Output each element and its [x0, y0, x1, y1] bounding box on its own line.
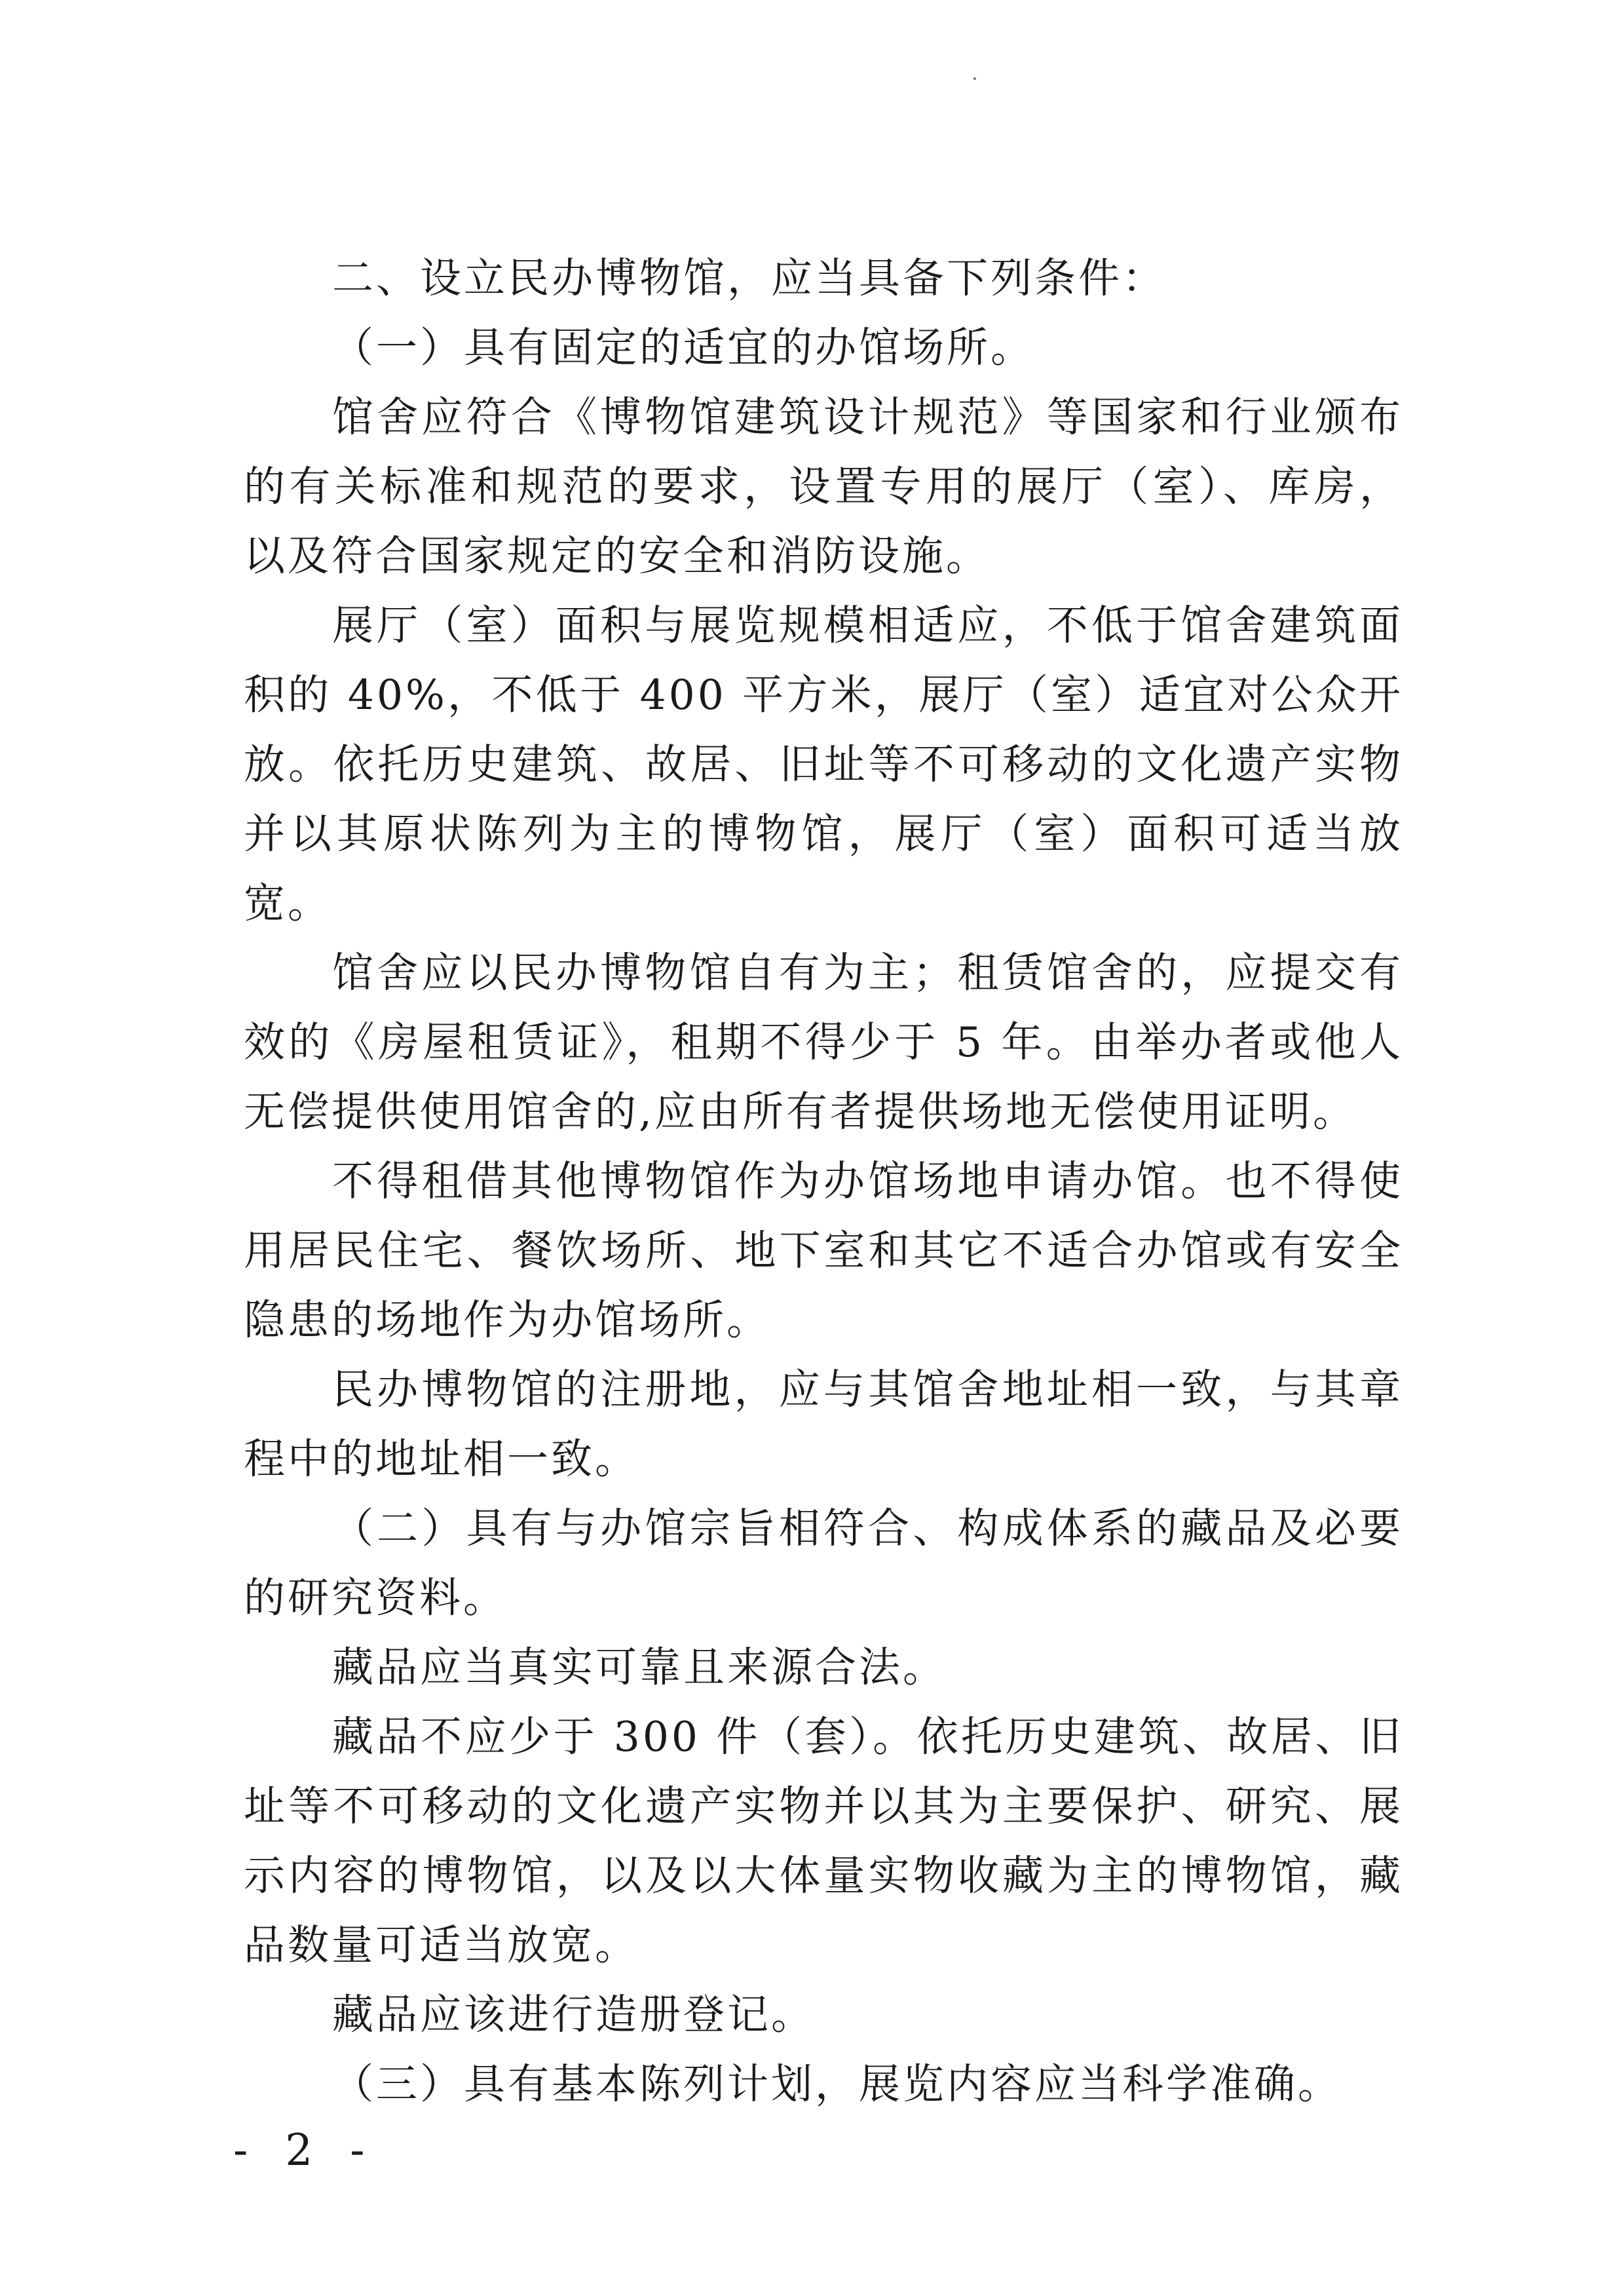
paragraph: 藏品不应少于 300 件（套）。依托历史建筑、故居、旧址等不可移动的文化遗产实物并以其为主要保护、研究、展示内容的博物馆，以及以大体量实物收藏为主的博物馆，藏品数量可适当放宽。	[244, 1713, 1403, 1969]
section-heading: 二、设立民办博物馆，应当具备下列条件：	[332, 254, 1166, 302]
paragraph: 不得租借其他博物馆作为办馆场地申请办馆。也不得使用居民住宅、餐饮场所、地下室和其它不适合办馆或有安全隐患的场地作为办馆场所。	[244, 1157, 1403, 1344]
paragraph: 藏品应当真实可靠且来源合法。	[332, 1643, 947, 1691]
subsection-heading-1: （一）具有固定的适宜的办馆场所。	[332, 324, 1034, 372]
page-number: - 2 -	[233, 2125, 377, 2175]
subsection-heading-2: （二）具有与办馆宗旨相符合、构成体系的藏品及必要的研究资料。	[244, 1504, 1403, 1622]
body-text	[244, 244, 1403, 2119]
subsection-heading-3: （三）具有基本陈列计划，展览内容应当科学准确。	[332, 2060, 1342, 2108]
paragraph: 民办博物馆的注册地，应与其馆舍地址相一致，与其章程中的地址相一致。	[244, 1366, 1403, 1483]
paragraph: 馆舍应以民办博物馆自有为主；租赁馆舍的，应提交有效的《房屋租赁证》，租期不得少于 5 年。由举办者或他人无偿提供使用馆舍的,应由所有者提供场地无偿使用证明。	[244, 949, 1403, 1136]
paragraph: 藏品应该进行造册登记。	[332, 1991, 815, 2038]
paragraph: 馆舍应符合《博物馆建筑设计规范》等国家和行业颁布的有关标准和规范的要求，设置专用的展厅（室）、库房，以及符合国家规定的安全和消防设施。	[244, 393, 1403, 580]
paragraph: 展厅（室）面积与展览规模相适应，不低于馆舍建筑面积的 40%，不低于 400 平方米，展厅（室）适宜对公众开放。依托历史建筑、故居、旧址等不可移动的文化遗产实物并以其原状陈列为主的博物馆，展厅（室）面积可适当放宽。	[244, 602, 1403, 927]
scan-speck	[973, 77, 976, 80]
